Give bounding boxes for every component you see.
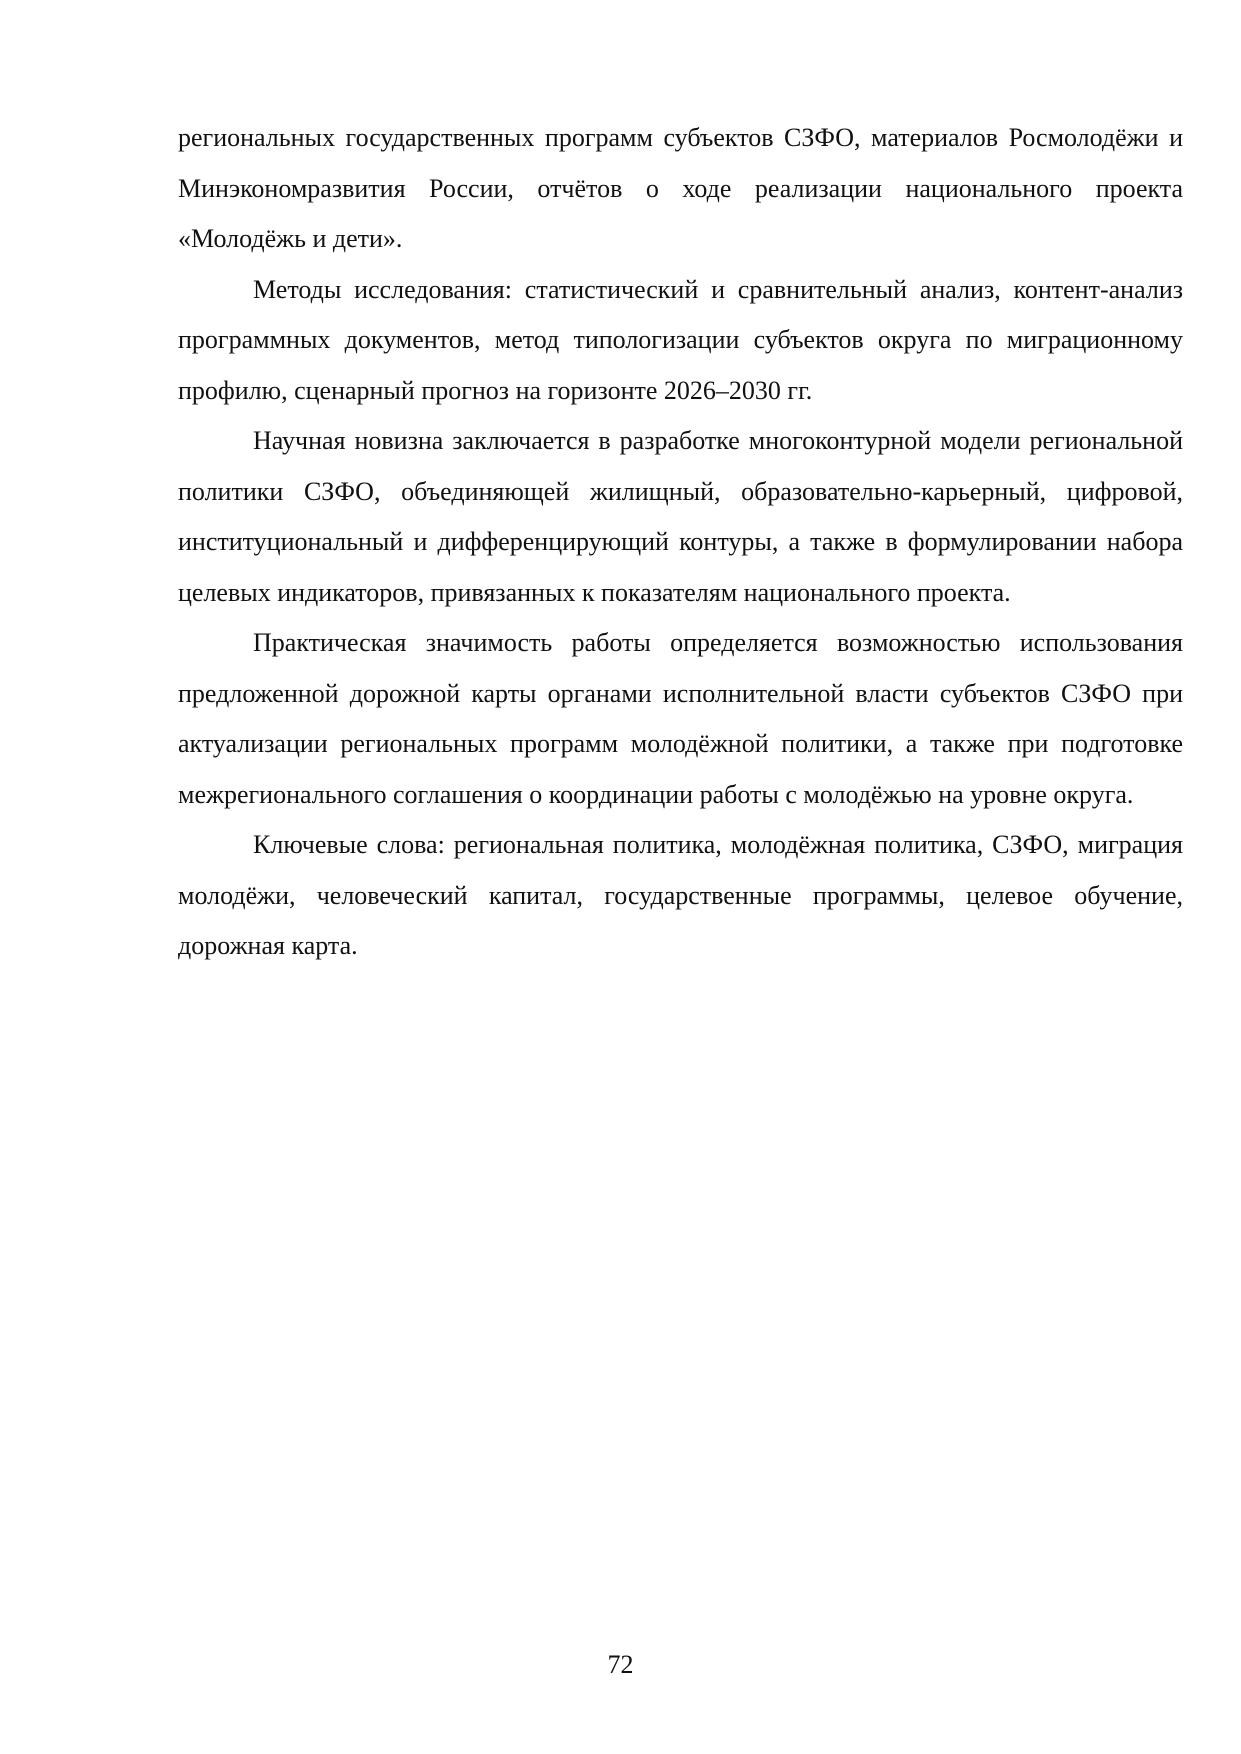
paragraph-scientific-novelty: Научная новизна заключается в разработке многоконтурной модели региональной политики СЗФО, объединяющей жилищный, образовательно-карьерный, цифровой, институциональный и дифференцирующий контуры, а также в формулировании набора целевых индикаторов, привязанных к показателям национального проекта. — [178, 426, 1183, 607]
paragraph-practical-significance: Практическая значимость работы определяется возможностью использования предложенной дорожной карты органами исполнительной власти субъектов СЗФО при актуализации региональных программ молодёжной политики, а также при подготовке межрегионального соглашения о координации работы с молодёжью на уровне округа. — [178, 628, 1183, 809]
page-number: 72 — [607, 1650, 634, 1679]
body-text — [178, 113, 1183, 972]
paragraph-sources-continuation: региональных государственных программ субъектов СЗФО, материалов Росмолодёжи и Минэкономразвития России, отчётов о ходе реализации национального проекта «Молодёжь и дети». — [178, 123, 1183, 253]
paragraph-keywords: Ключевые слова: региональная политика, молодёжная политика, СЗФО, миграция молодёжи, человеческий капитал, государственные программы, целевое обучение, дорожная карта. — [178, 830, 1183, 960]
paragraph-research-methods: Методы исследования: статистический и сравнительный анализ, контент-анализ программных документов, метод типологизации субъектов округа по миграционному профилю, сценарный прогноз на горизонте 2026–2030 гг. — [178, 274, 1183, 405]
